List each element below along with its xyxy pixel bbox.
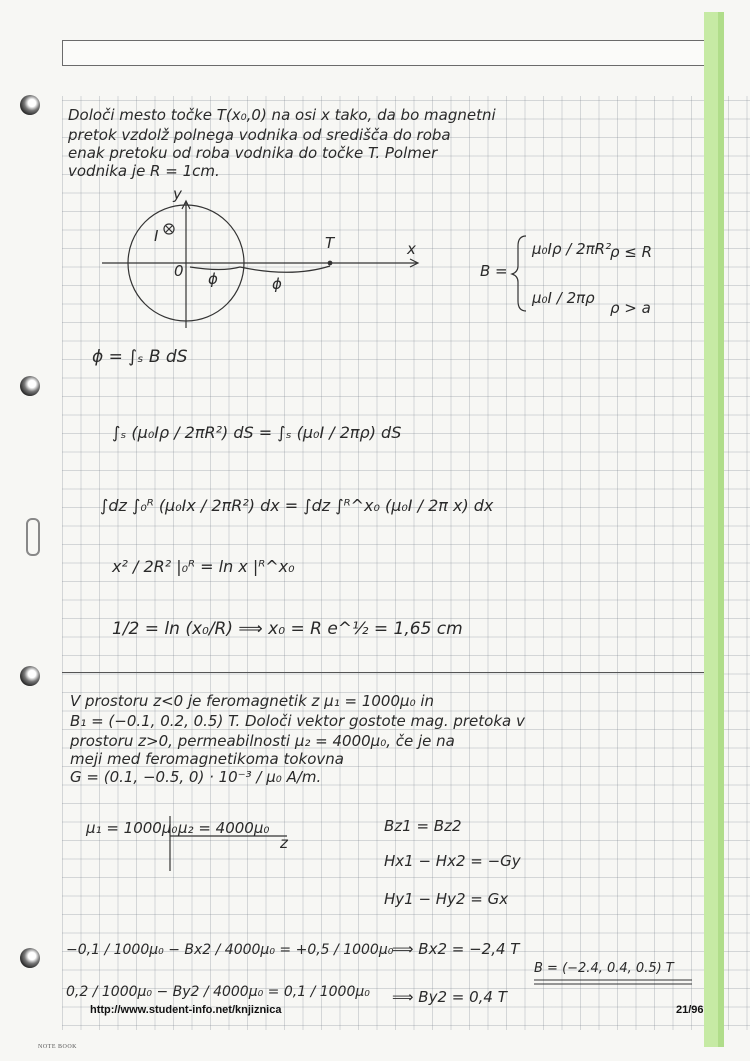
field-case-cond: ρ ≤ R: [610, 243, 653, 261]
p2-statement-line: meji med feromagnetikoma tokovna: [70, 750, 344, 768]
origin-label: 0: [174, 262, 184, 280]
point-T-dot: [328, 261, 332, 265]
green-edge-strip: [704, 12, 718, 1047]
conductor-figure: [102, 201, 418, 328]
footer-url: http://www.student-info.net/knjiznica: [90, 1004, 282, 1016]
bottom-margin: [0, 1030, 750, 1061]
binder-hole-icon: [20, 666, 40, 686]
p2-statement-line: prostoru z>0, permeabilnosti μ₂ = 4000μ₀, če je na: [70, 732, 455, 750]
ring-clip-icon: [26, 518, 40, 556]
field-case-expr: μ₀I / 2πρ: [532, 289, 595, 307]
binder-hole-icon: [20, 376, 40, 396]
p1-statement-line: pretok vzdolž polnega vodnika od središča do roba: [68, 126, 451, 144]
equation-line: ∫ₛ (μ₀Iρ / 2πR²) dS = ∫ₛ (μ₀I / 2πρ) dS: [112, 423, 402, 442]
equation-result-line: 1/2 = ln (x₀/R) ⟹ x₀ = R e^½ = 1,65 cm: [112, 619, 463, 639]
calc-line: −0,1 / 1000μ₀ − Bx2 / 4000μ₀ = +0,5 / 1000μ₀: [66, 942, 394, 958]
z-axis-label: z: [280, 834, 288, 852]
y-label: y: [173, 185, 182, 203]
green-edge-strip-dark: [718, 12, 724, 1047]
notebook-brand: NOTE BOOK: [38, 1044, 77, 1050]
mu2-label: μ₂ = 4000μ₀: [178, 819, 270, 837]
point-T-label: T: [325, 234, 335, 252]
final-answer: B = (−2.4, 0.4, 0.5) T: [534, 961, 674, 976]
page-number: 21/96: [676, 1004, 704, 1016]
p2-statement-line: G = (0.1, −0.5, 0) · 10⁻³ / μ₀ A/m.: [70, 768, 322, 786]
x-label: x: [407, 240, 416, 258]
field-label: B =: [480, 262, 508, 280]
calc-result: ⟹ By2 = 0,4 T: [392, 988, 507, 1006]
equation-line: ϕ = ∫ₛ B dS: [92, 347, 188, 367]
boundary-condition: Hy1 − Hy2 = Gx: [384, 890, 509, 908]
piecewise-brace: [512, 236, 526, 311]
p1-statement-line: vodnika je R = 1cm.: [68, 162, 220, 180]
calc-result: ⟹ Bx2 = −2,4 T: [392, 940, 520, 958]
boundary-condition: Bz1 = Bz2: [384, 817, 462, 835]
p2-statement-line: B₁ = (−0.1, 0.2, 0.5) T. Določi vektor gostote mag. pretoka v: [70, 712, 525, 730]
flux-label-inner: ϕ: [208, 270, 218, 288]
p1-statement-line: enak pretoku od roba vodnika do točke T. Polmer: [68, 144, 438, 162]
calc-line: 0,2 / 1000μ₀ − By2 / 4000μ₀ = 0,1 / 1000μ₀: [66, 984, 370, 1000]
field-case-expr: μ₀Iρ / 2πR²: [532, 240, 612, 258]
boundary-condition: Hx1 − Hx2 = −Gy: [384, 852, 521, 870]
handwritten-notes: [62, 96, 704, 1030]
p1-statement-line: Določi mesto točke T(x₀,0) na osi x tako, da bo magnetni: [68, 106, 496, 124]
field-case-cond: ρ > a: [610, 299, 651, 317]
current-label: I: [154, 227, 159, 245]
equation-line: ∫dz ∫₀ᴿ (μ₀Ix / 2πR²) dx = ∫dz ∫ᴿ^x₀ (μ₀I / 2π x) dx: [100, 496, 494, 515]
binder-hole-icon: [20, 95, 40, 115]
equation-line: x² / 2R² |₀ᴿ = ln x |ᴿ^x₀: [112, 557, 295, 576]
mu1-label: μ₁ = 1000μ₀: [86, 819, 178, 837]
p2-statement-line: V prostoru z<0 je feromagnetik z μ₁ = 1000μ₀ in: [70, 692, 435, 710]
binder-hole-icon: [20, 948, 40, 968]
flux-label-outer: ϕ: [272, 275, 282, 293]
header-box: [62, 40, 706, 66]
